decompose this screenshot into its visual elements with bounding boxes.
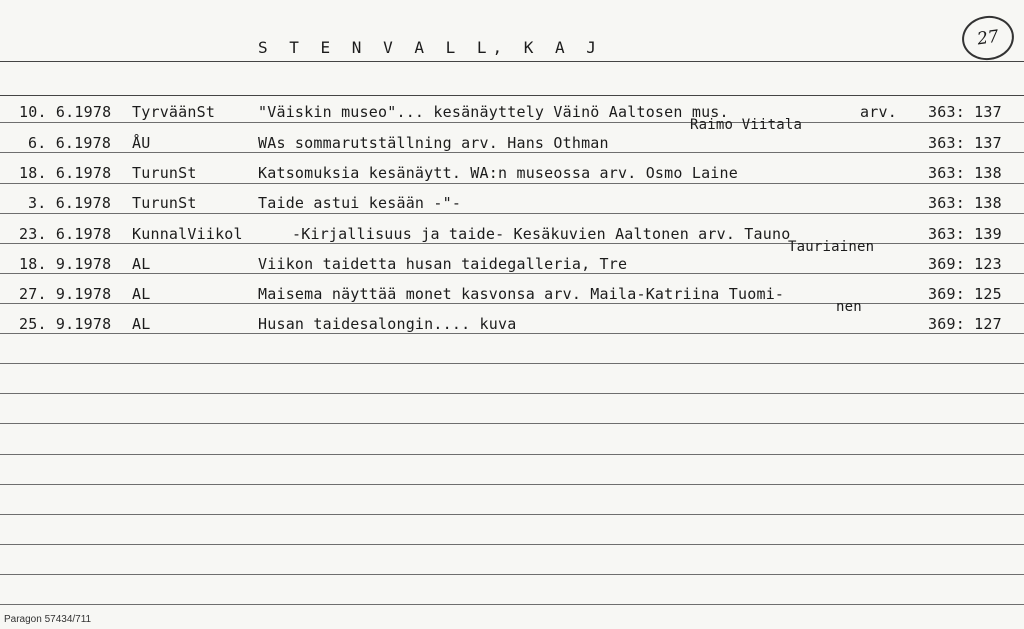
entry-source: AL [132,255,151,273]
entry-source: TurunSt [132,194,197,212]
entry-date: 27. 9.1978 [19,285,112,303]
handwritten-number-stamp: 27 [959,13,1017,64]
entry-date: 23. 6.1978 [19,225,112,243]
entry-date: 3. 6.1978 [28,194,112,212]
rule-line [0,333,1024,334]
rule-line [0,213,1024,214]
entry-source: ÅU [132,134,151,152]
entry-subject: -Kirjallisuus ja taide- Kesäkuvien Aaltonen arv. Tauno [292,225,791,243]
entry-source: TurunSt [132,164,197,182]
rule-line [0,514,1024,515]
entry-subject: "Väiskin museo"... kesänäyttely Väinö Aaltosen mus. [258,103,729,121]
entry-ref: 363: 137 [928,134,1002,152]
rule-line [0,393,1024,394]
entry-source: AL [132,285,151,303]
rule-line [0,61,1024,62]
rule-line [0,363,1024,364]
rule-line [0,484,1024,485]
entry-ref: 369: 123 [928,255,1002,273]
rule-line [0,303,1024,304]
rule-line [0,544,1024,545]
entry-ref: 363: 137 [928,103,1002,121]
rule-line [0,183,1024,184]
entry-source: TyrväänSt [132,103,216,121]
entry-subject: Viikon taidetta husan taidegalleria, Tre [258,255,628,273]
card-title: S T E N V A L L, K A J [258,38,602,57]
entry-source: AL [132,315,151,333]
rule-line [0,95,1024,96]
entry-subject: Maisema näyttää monet kasvonsa arv. Maila-Katriina Tuomi- [258,285,785,303]
entry-ref: 369: 125 [928,285,1002,303]
entry-ref: 363: 139 [928,225,1002,243]
rule-line [0,604,1024,605]
entry-note: Raimo Viitala [690,117,803,133]
entry-date: 25. 9.1978 [19,315,112,333]
rule-line [0,273,1024,274]
rule-line [0,574,1024,575]
rule-line [0,152,1024,153]
entry-date: 10. 6.1978 [19,103,112,121]
rule-line [0,122,1024,123]
entry-date: 6. 6.1978 [28,134,112,152]
entry-ref: 363: 138 [928,164,1002,182]
card-footer: Paragon 57434/711 [4,614,92,625]
rule-line [0,423,1024,424]
entry-ref: 369: 127 [928,315,1002,333]
rule-line [0,454,1024,455]
entry-subject: WAs sommarutställning arv. Hans Othman [258,134,609,152]
entry-subject: Taide astui kesään -"- [258,194,462,212]
entry-ref: 363: 138 [928,194,1002,212]
entry-reviewer: arv. [860,103,897,121]
entry-subject: Katsomuksia kesänäytt. WA:n museossa arv. Osmo Laine [258,164,738,182]
entry-date: 18. 9.1978 [19,255,112,273]
entry-note: Tauriainen [788,239,875,255]
entry-source: KunnalViikol [132,225,243,243]
entry-note: nen [836,299,862,315]
entry-subject: Husan taidesalongin.... kuva [258,315,517,333]
entry-date: 18. 6.1978 [19,164,112,182]
